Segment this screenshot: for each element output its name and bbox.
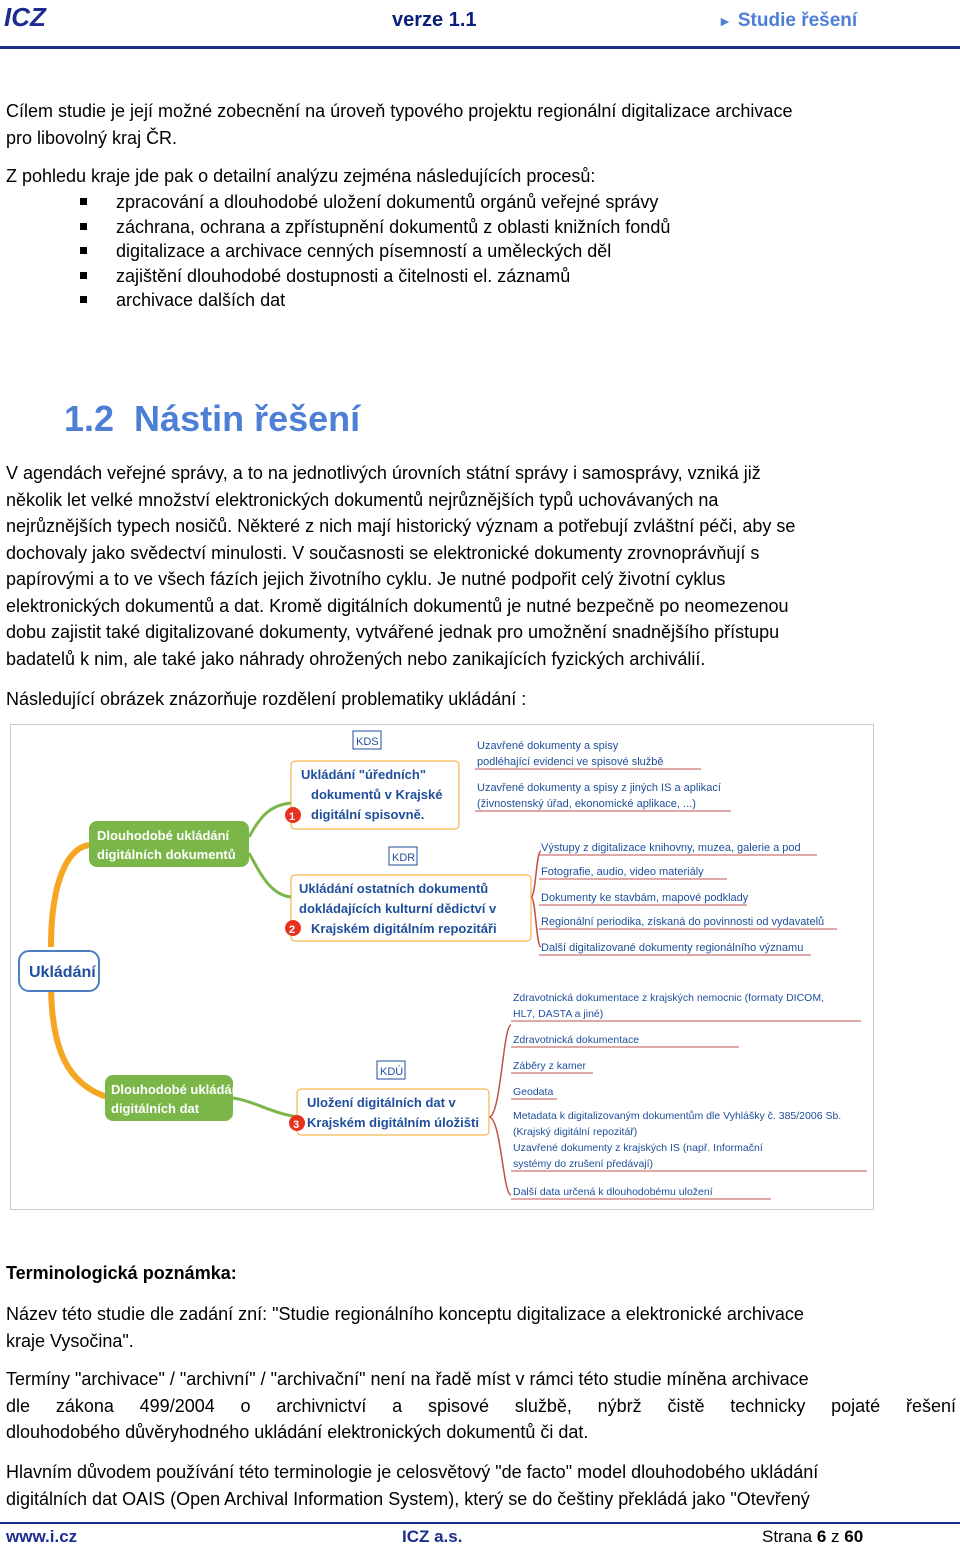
- body-line: nejrůznějších typech nosičů. Některé z nich mají historický význam a potřebují zvláštní péči, aby se: [6, 516, 796, 536]
- leaf2-line: Výstupy z digitalizace knihovny, muzea, galerie a pod: [541, 842, 801, 854]
- figure-intro: Následující obrázek znázorňuje rozdělení problematiky ukládání :: [6, 689, 527, 709]
- footer-company: ICZ a.s.: [402, 1527, 463, 1546]
- page-number: [762, 1527, 863, 1547]
- version-label: verze 1.1: [392, 9, 477, 31]
- total-pages: 60: [844, 1527, 864, 1546]
- node3-number: 3: [293, 1119, 300, 1131]
- body-line: papírovými a to ve všech fázích jejich životního cyklu. Je nutné podpořit celý životní cyklus: [6, 569, 726, 589]
- body-line: badatelů k nim, ale také jako náhrady ohrožených nebo zanikajících fyzických archiválií.: [6, 648, 706, 669]
- icz-logo: [4, 2, 56, 32]
- page-of: z: [831, 1527, 840, 1546]
- page-header: [0, 0, 960, 46]
- leaf3-line: HL7, DASTA a jiné): [513, 1008, 604, 1020]
- term-line: digitálních dat OAIS (Open Archival Information System), který se do češtiny překládá jako "Otevřený: [6, 1488, 810, 1509]
- play-arrow-icon: ►: [718, 13, 732, 29]
- term-line: dlouhodobého důvěryhodného ukládání elektronických dokumentů či dat.: [6, 1422, 589, 1442]
- terminology-label: Terminologická poznámka:: [6, 1263, 237, 1283]
- terminology-p1: [6, 1301, 956, 1354]
- intro-line: Cílem studie je její možné zobecnění na úroveň typového projektu regionální digitalizace archivace: [6, 101, 793, 121]
- body-line: dobu zajistit také digitalizované dokumenty, vytvářené jednak pro umožnění snadnějšího přístupu: [6, 622, 780, 642]
- term-line: Název této studie dle zadání zní: "Studie regionálního konceptu digitalizace a elektronické archivace: [6, 1304, 804, 1324]
- connector-root-top: [51, 845, 91, 947]
- leaf2-line: Regionální periodika, získaná do povinnosti od vydavatelů: [541, 916, 825, 928]
- storage-mindmap: [10, 724, 874, 1210]
- node2-number: 2: [289, 924, 296, 936]
- section-heading: [64, 398, 360, 440]
- body-line: dochovaly jako svědectví minulosti. V současnosti se elektronické dokumenty zrovnoprávňují s: [6, 542, 760, 563]
- body-line: elektronických dokumentů a dat. Kromě digitálních dokumentů je nutné bezpečně po neomezenou: [6, 595, 789, 616]
- node3-line: Krajském digitálním úložišti: [307, 1115, 479, 1130]
- node1-line: digitální spisovně.: [311, 807, 425, 822]
- connector-n3-leaves-b: [489, 1117, 511, 1195]
- section-link[interactable]: [718, 10, 857, 32]
- node1-tag: KDS: [356, 736, 379, 748]
- node2-tag: KDR: [392, 852, 416, 864]
- body-line: několik let velké množství elektronických dokumentů nejrůznějších typů uchovávaných na: [6, 489, 719, 510]
- leaf1-line: (živnostenský úřad, ekonomické aplikace, ...): [477, 798, 696, 810]
- connector-n3-leaves: [489, 1025, 511, 1117]
- leaf3-line: Zdravotnická dokumentace z krajských nemocnic (formaty DICOM,: [513, 992, 825, 1004]
- terminology-p2: [6, 1366, 956, 1446]
- connector-top-n2: [249, 853, 291, 897]
- leaf2-line: Dokumenty ke stavbám, mapové podklady: [541, 892, 749, 904]
- node1-line: dokumentů v Krajské: [311, 787, 443, 802]
- node3-line: Uložení digitálních dat v: [307, 1095, 456, 1110]
- root-label: Ukládání: [29, 964, 96, 981]
- process-list: [80, 190, 670, 313]
- node1-number: 1: [289, 811, 296, 823]
- branch-top-line: Dlouhodobé ukládání: [97, 828, 230, 843]
- leaf3-line: Záběry z kamer: [513, 1060, 586, 1072]
- leaf3-line: Geodata: [513, 1086, 554, 1098]
- list-item: archivace dalších dat: [80, 288, 670, 313]
- intro-paragraph: [6, 98, 956, 151]
- node1-line: Ukládání "úředních": [301, 767, 427, 782]
- node3-tag: KDÚ: [380, 1066, 404, 1078]
- footer-website-link[interactable]: www.i.cz: [6, 1527, 78, 1546]
- section-number: 1.2: [64, 398, 115, 439]
- leaf1-line: podléhající evidenci ve spisové službě: [477, 756, 664, 768]
- node2-line: dokládajících kulturní dědictví v: [299, 901, 497, 916]
- leaf3-line: Další data určená k dlouhodobému uložení: [513, 1186, 713, 1198]
- node2-line: Ukládání ostatních dokumentů: [299, 881, 489, 896]
- leaf3-line: Metadata k digitalizovaným dokumentům dle Vyhlášky č. 385/2006 Sb.: [513, 1110, 842, 1122]
- footer-rule: [0, 1522, 960, 1524]
- body-line: V agendách veřejné správy, a to na jednotlivých úrovních státní správy i samosprávy, vzniká již: [6, 463, 761, 483]
- leaf2-line: Fotografie, audio, video materiály: [541, 866, 704, 878]
- leaf1-line: Uzavřené dokumenty a spisy z jiných IS a aplikací: [477, 782, 721, 794]
- intro-line: pro libovolný kraj ČR.: [6, 127, 178, 148]
- term-line: Termíny "archivace" / "archivní" / "archivační" není na řadě míst v rámci této studie míněna archivace: [6, 1369, 809, 1389]
- header-rule: [0, 46, 960, 49]
- leaf2-line: Další digitalizované dokumenty regionálního významu: [541, 942, 804, 954]
- section-link-label: Studie řešení: [737, 10, 858, 31]
- leaf1-line: Uzavřené dokumenty a spisy: [477, 740, 619, 752]
- section-body: [6, 460, 956, 672]
- term-line: kraje Vysočina".: [6, 1330, 134, 1351]
- leaf3-line: Uzavřené dokumenty z krajských IS (např. Informační: [513, 1142, 763, 1154]
- branch-top-line: digitálních dokumentů: [97, 847, 236, 862]
- branch-bottom-line: Dlouhodobé ukládání: [111, 1082, 244, 1097]
- list-item: záchrana, ochrana a zpřístupnění dokumentů z oblasti knižních fondů: [80, 215, 670, 240]
- connector-root-bottom: [51, 983, 107, 1097]
- leaf3-line: systémy do zrušení předávají): [513, 1158, 654, 1170]
- branch-bottom-line: digitálních dat: [111, 1101, 200, 1116]
- mindmap-svg: [11, 725, 873, 1209]
- connector-n2-leaves: [531, 851, 541, 897]
- node2-line: Krajském digitálním repozitáři: [311, 921, 497, 936]
- svg-text:ICZ: ICZ: [4, 2, 46, 32]
- terminology-p3: [6, 1459, 956, 1512]
- list-item: digitalizace a archivace cenných písemností a uměleckých děl: [80, 239, 670, 264]
- term-line: Hlavním důvodem používání této terminologie je celosvětový "de facto" model dlouhodobého ukládání: [6, 1462, 819, 1482]
- section-title: Nástin řešení: [134, 398, 361, 439]
- leaf3-line: Zdravotnická dokumentace: [513, 1034, 640, 1046]
- connector-top-n1: [249, 803, 291, 837]
- page-prefix: Strana: [762, 1527, 813, 1546]
- intro-lead: Z pohledu kraje jde pak o detailní analýzu zejména následujících procesů:: [6, 166, 596, 186]
- list-item: zpracování a dlouhodobé uložení dokumentů orgánů veřejné správy: [80, 190, 670, 215]
- leaf3-line: (Krajský digitální repozitář): [513, 1126, 638, 1138]
- term-line: dle zákona 499/2004 o archivnictví a spisové službě, nýbrž čistě technicky pojaté řešení: [6, 1395, 956, 1416]
- list-item: zajištění dlouhodobé dostupnosti a čitelnosti el. záznamů: [80, 264, 670, 289]
- current-page: 6: [816, 1527, 827, 1546]
